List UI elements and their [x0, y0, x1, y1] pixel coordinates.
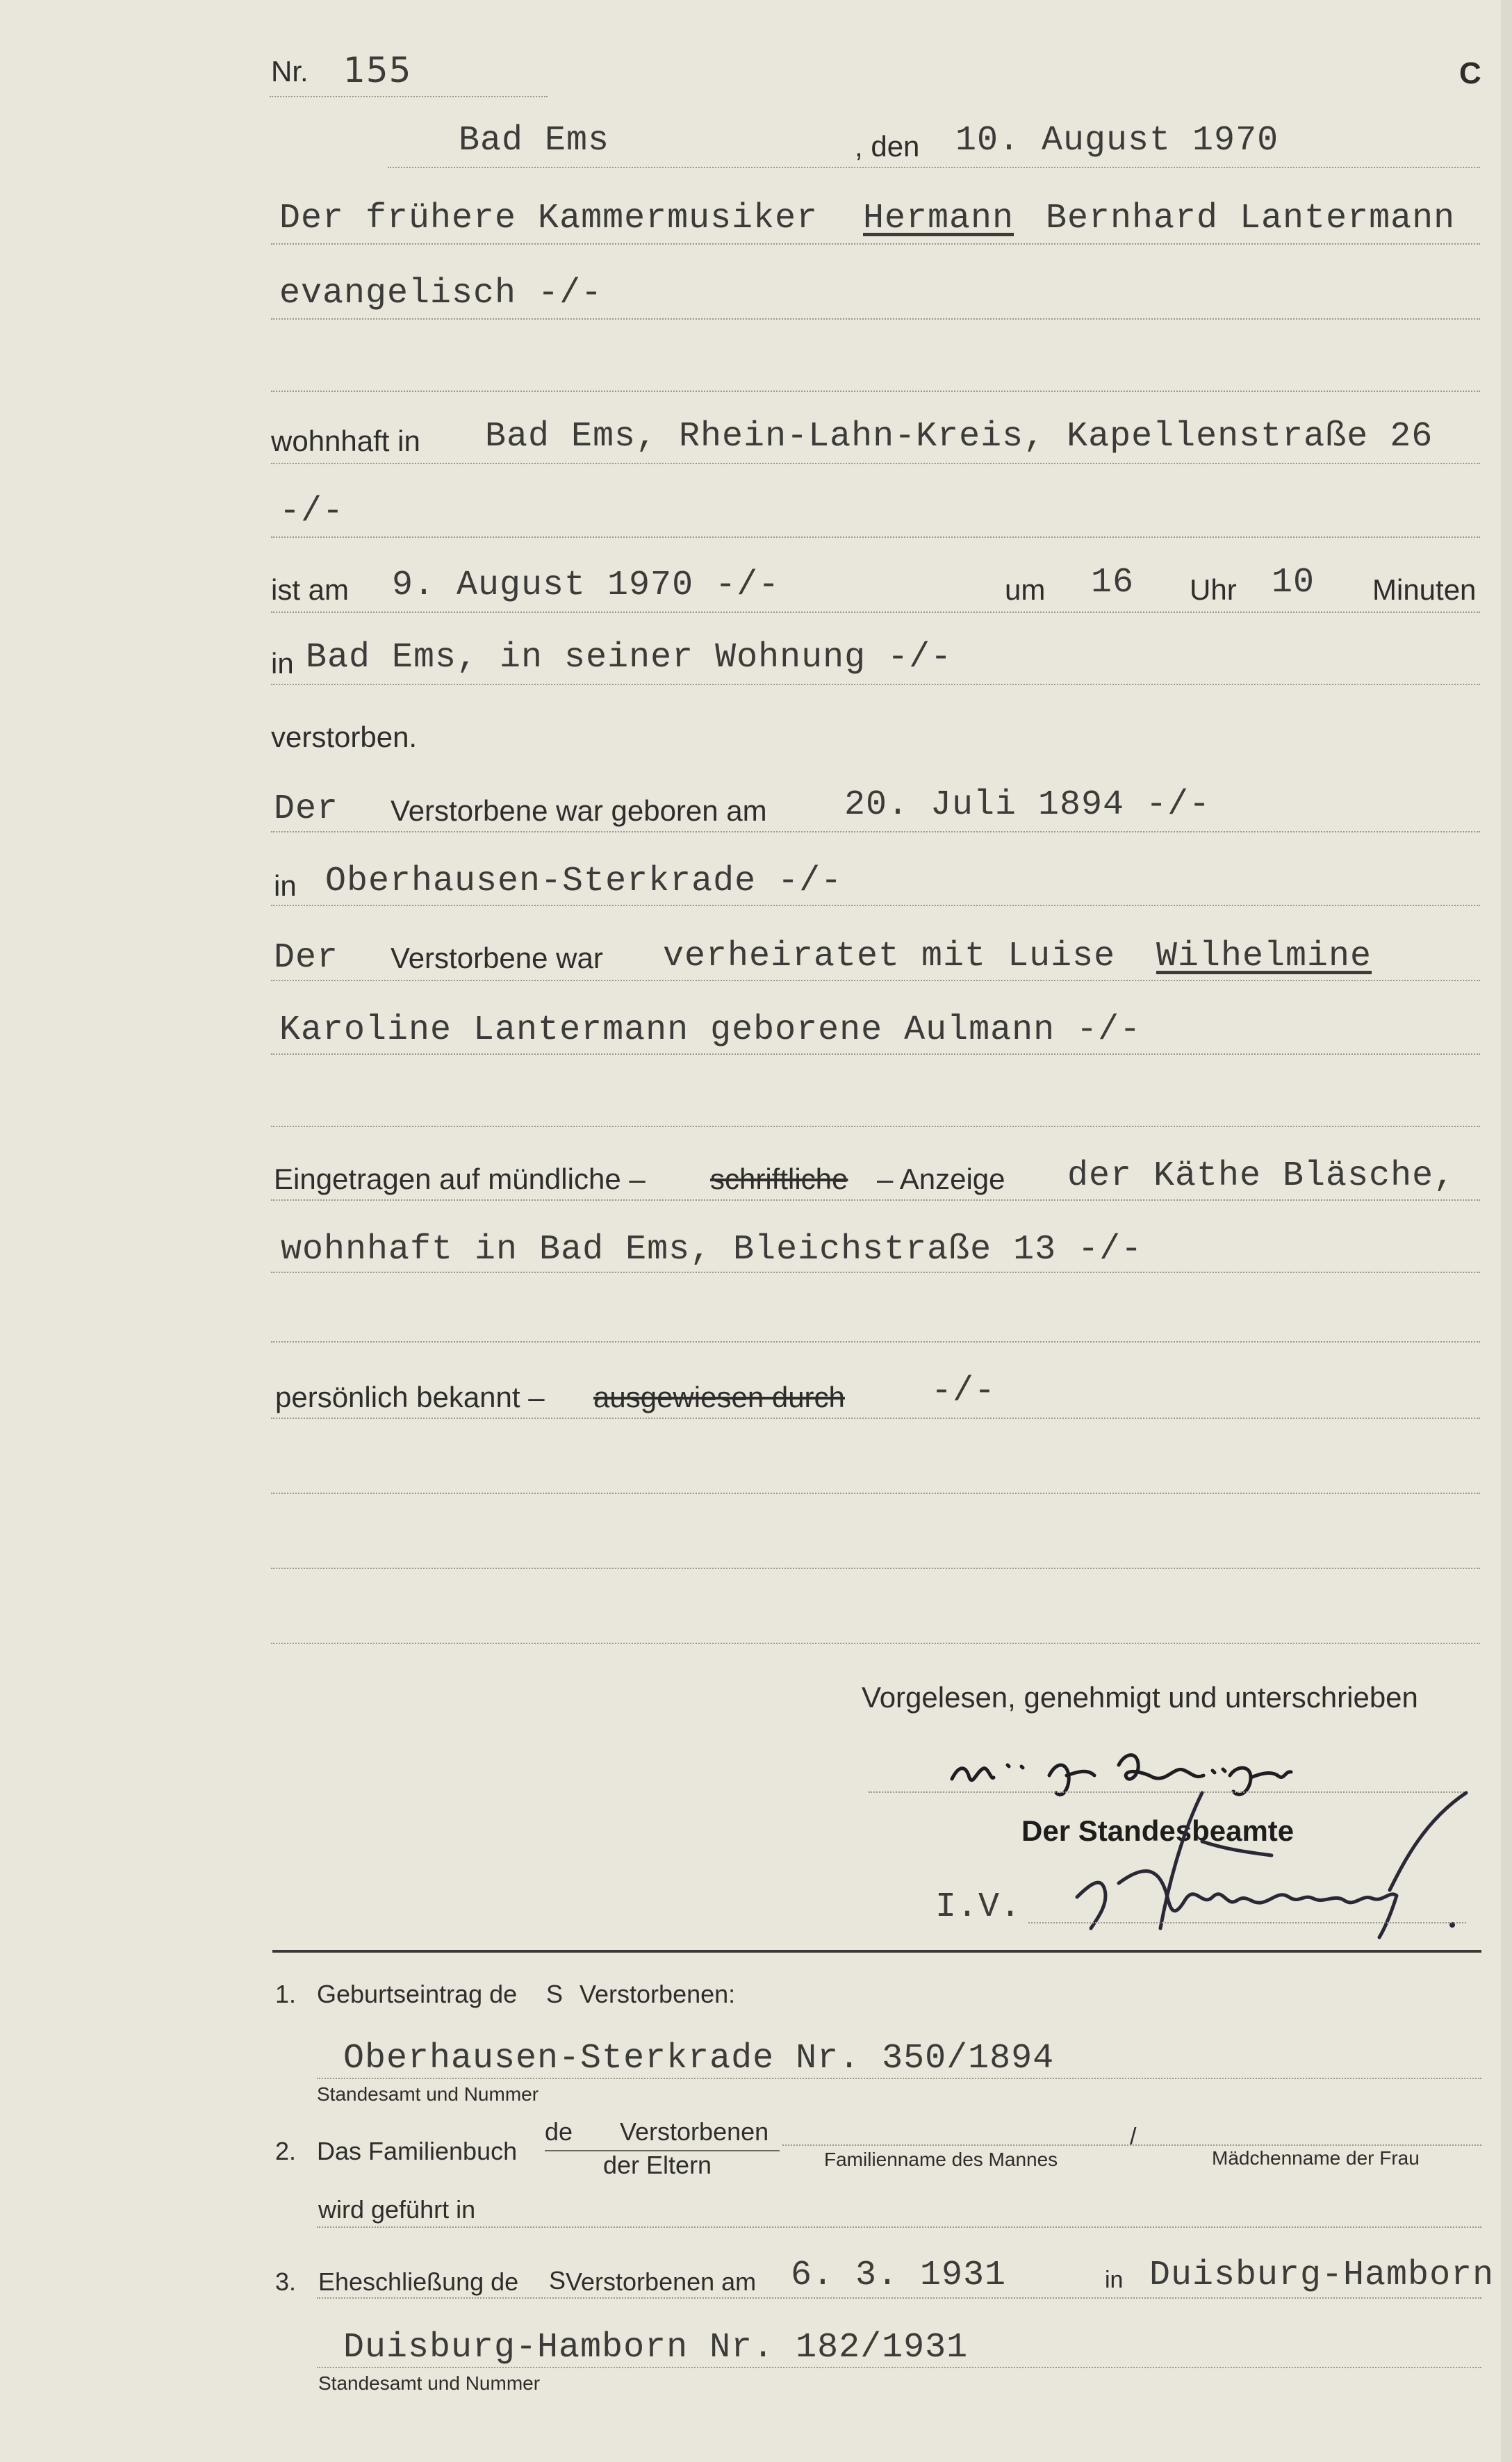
death-uhr-label: Uhr — [1190, 573, 1237, 606]
spouse-underlined-name: Wilhelmine — [1156, 937, 1372, 976]
record-number-label: Nr. — [271, 55, 309, 88]
footnote3-in-label: in — [1105, 2267, 1124, 2293]
marriage-der-prefix: Der — [274, 938, 339, 978]
rule — [271, 1493, 1480, 1494]
informant-label-anzeige: – Anzeige — [877, 1163, 1005, 1195]
death-minuten-label: Minuten — [1372, 573, 1477, 606]
death-um-label: um — [1005, 573, 1046, 606]
birth-place: Oberhausen-Sterkrade -/- — [325, 862, 843, 901]
identity-label: persönlich bekannt – — [275, 1381, 545, 1413]
registrar-title: Der Standesbeamte — [1021, 1814, 1295, 1847]
rule — [271, 1053, 1480, 1055]
rule — [317, 2226, 1481, 2228]
footnote2-option-verstorbenen: Verstorbenen — [620, 2117, 769, 2146]
death-minutes: 10 — [1272, 563, 1315, 602]
husband-surname-caption: Familienname des Mannes — [824, 2149, 1058, 2170]
footnote1-label: Geburtseintrag de — [317, 1980, 518, 2008]
footnote2-slash: / — [1130, 2124, 1137, 2150]
rule — [317, 2367, 1481, 2368]
death-hour: 16 — [1091, 563, 1135, 602]
rule — [271, 905, 1480, 906]
marriage-place: Duisburg-Hamborn — [1149, 2256, 1495, 2295]
rule — [271, 684, 1480, 685]
footnote1-label-verstorbenen: Verstorbenen: — [580, 1980, 736, 2008]
birth-place-label: in — [274, 869, 297, 902]
rule — [1028, 1922, 1466, 1923]
page-edge — [1501, 0, 1512, 2462]
death-place-label: in — [271, 647, 294, 680]
footnote3-caption: Standesamt und Nummer — [318, 2372, 541, 2394]
registration-place: Bad Ems — [459, 121, 610, 161]
registrar-signature — [1063, 1779, 1480, 1946]
identity-value: -/- — [931, 1372, 996, 1411]
rule — [271, 1418, 1480, 1419]
rule — [388, 167, 1480, 168]
residence-label: wohnhaft in — [271, 425, 420, 457]
informant-address: wohnhaft in Bad Ems, Bleichstraße 13 -/- — [281, 1230, 1143, 1270]
footnote3-number: 3. — [275, 2267, 297, 2296]
wife-maiden-name-caption: Mädchenname der Frau — [1212, 2147, 1420, 2169]
rule — [317, 2297, 1481, 2299]
footnote2-number: 2. — [275, 2137, 297, 2165]
residence-line1: Bad Ems, Rhein-Lahn-Kreis, Kapellenstraße 26 — [485, 417, 1433, 457]
marriage-line2: Karoline Lantermann geborene Aulmann -/- — [279, 1010, 1142, 1050]
rule — [271, 1568, 1480, 1569]
footnote2-option-eltern: der Eltern — [603, 2151, 712, 2179]
footnote1-caption: Standesamt und Nummer — [317, 2083, 539, 2105]
rule — [271, 243, 1480, 245]
read-approved-signed-label: Vorgelesen, genehmigt und unterschrieben — [862, 1681, 1418, 1714]
footnote2-label: Das Familienbuch — [317, 2137, 518, 2165]
footnote1-label-s: S — [546, 1980, 564, 2008]
rule — [271, 1199, 1480, 1201]
birth-label: Verstorbene war geboren am — [391, 794, 767, 827]
footnote3-label-verstorbenen: Verstorbenen am — [566, 2267, 757, 2296]
rule — [271, 536, 1480, 538]
rule — [270, 96, 548, 97]
rule — [271, 980, 1480, 981]
rule — [317, 2078, 1481, 2079]
birth-date: 20. Juli 1894 -/- — [844, 785, 1211, 825]
registration-date: 10. August 1970 — [955, 121, 1279, 161]
deceased-religion: evangelisch -/- — [279, 274, 603, 313]
informant-name: der Käthe Bläsche, — [1067, 1156, 1456, 1196]
residence-line2: -/- — [279, 492, 345, 532]
rule — [271, 463, 1480, 464]
footnote2-de: de — [545, 2117, 573, 2146]
footnote3-label: Eheschließung de — [318, 2267, 519, 2296]
informant-label-struck: schriftliche — [710, 1163, 848, 1195]
rule — [271, 318, 1480, 320]
death-date-label: ist am — [271, 573, 350, 606]
deceased-name-rest: Bernhard Lantermann — [1046, 199, 1456, 238]
footnote1-number: 1. — [275, 1980, 297, 2008]
death-date: 9. August 1970 -/- — [392, 566, 780, 605]
verstorben-label: verstorben. — [271, 721, 418, 753]
deceased-title: Der frühere Kammermusiker — [279, 199, 819, 238]
den-label: , den — [855, 130, 920, 163]
rule — [271, 831, 1480, 832]
death-place: Bad Ems, in seiner Wohnung -/- — [306, 638, 953, 678]
identity-label-struck: ausgewiesen durch — [593, 1381, 845, 1413]
rule — [271, 612, 1480, 613]
marriage-date: 6. 3. 1931 — [791, 2256, 1007, 2295]
birth-register-entry: Oberhausen-Sterkrade Nr. 350/1894 — [343, 2039, 1055, 2078]
rule — [271, 1126, 1480, 1127]
deceased-given-name: Hermann — [863, 199, 1014, 238]
record-number: 155 — [343, 50, 412, 90]
marriage-register-entry: Duisburg-Hamborn Nr. 182/1931 — [343, 2328, 969, 2367]
footnote-divider — [272, 1950, 1481, 1953]
birth-der-prefix: Der — [274, 789, 339, 829]
rule — [271, 1643, 1480, 1644]
rule — [271, 391, 1480, 392]
iv-label: I.V. — [935, 1887, 1022, 1927]
footnote2-line2: wird geführt in — [318, 2195, 476, 2224]
corner-letter: C — [1459, 56, 1481, 90]
rule — [782, 2144, 1481, 2146]
marriage-text: verheiratet mit Luise — [663, 937, 1116, 976]
informant-label: Eingetragen auf mündliche – — [274, 1163, 646, 1195]
marriage-label: Verstorbene war — [391, 942, 603, 974]
rule — [271, 1272, 1480, 1273]
footnote3-label-s: S — [549, 2266, 566, 2295]
rule — [271, 1341, 1480, 1343]
